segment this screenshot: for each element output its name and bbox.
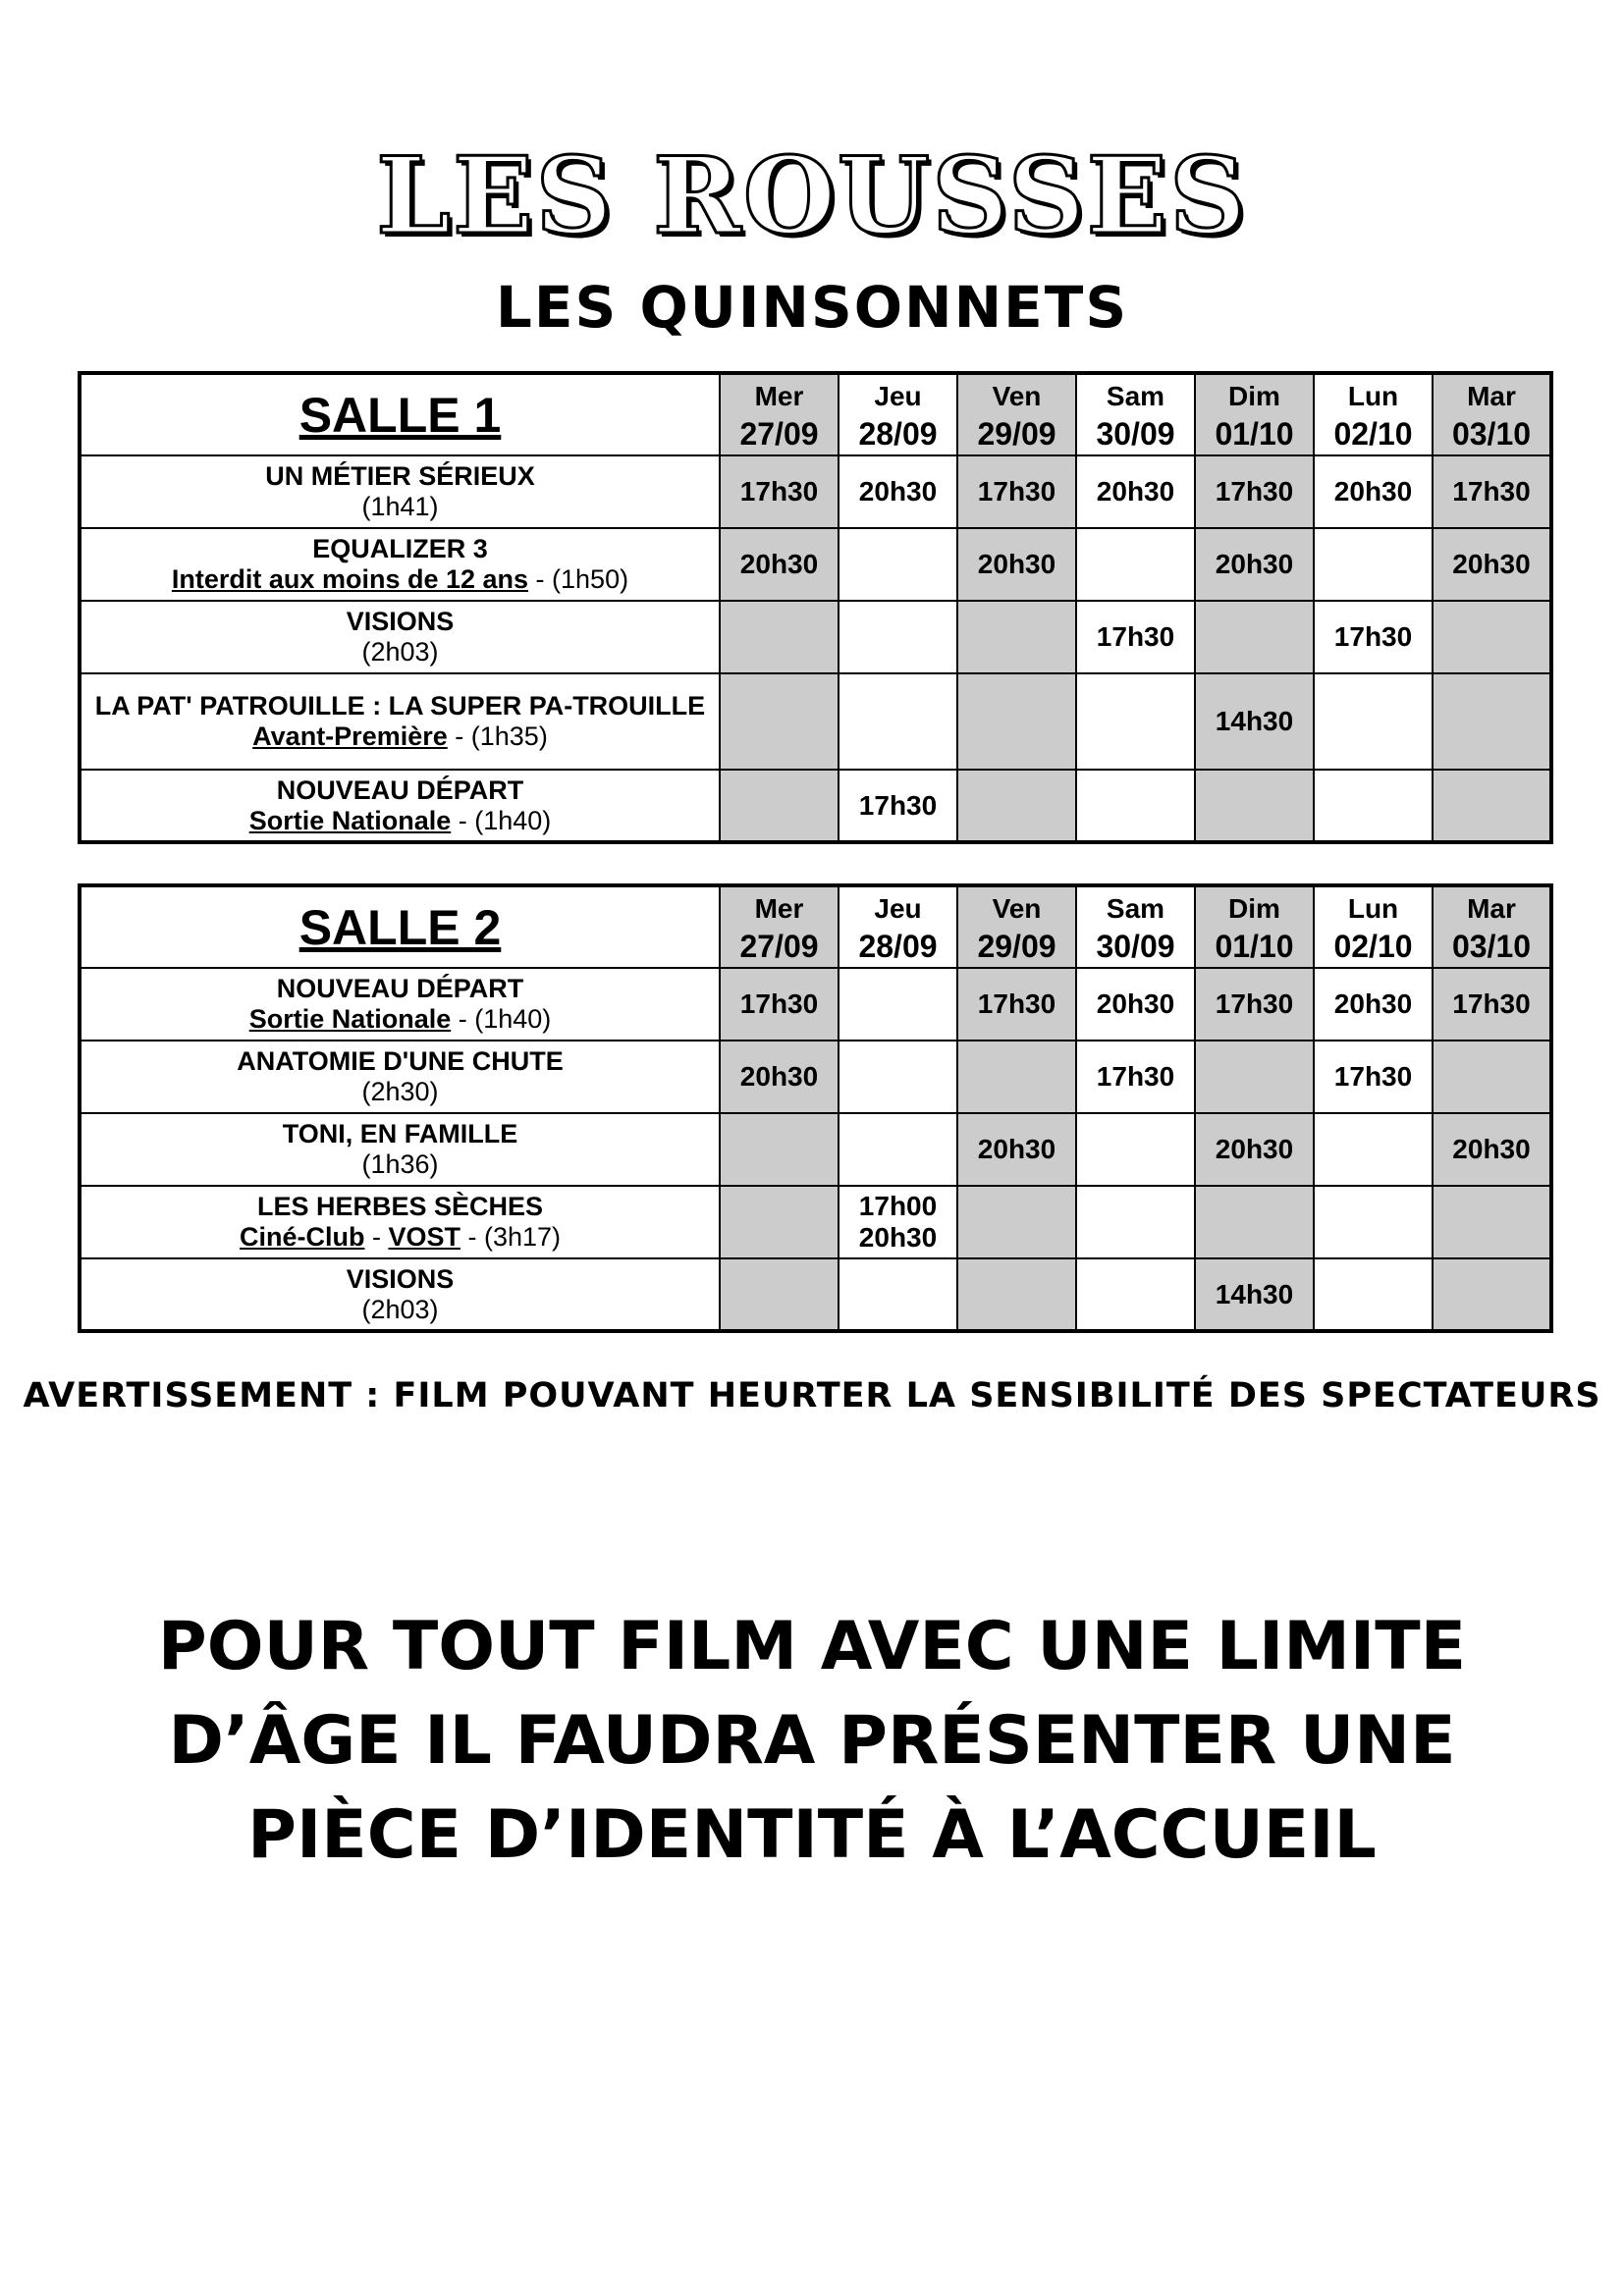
film-duration: (1h40) — [474, 805, 552, 835]
film-duration: (2h03) — [361, 1294, 439, 1324]
day-name: Ven — [992, 892, 1042, 924]
day-date: 01/10 — [1215, 415, 1294, 452]
showtime-cell — [957, 770, 1076, 842]
showtime-cell — [839, 1113, 957, 1186]
film-info — [80, 601, 720, 673]
film-info — [80, 1041, 720, 1113]
film-meta — [81, 492, 719, 522]
film-info — [80, 1186, 720, 1258]
showtime-cell — [720, 968, 839, 1041]
showtime-cell — [1314, 770, 1433, 842]
film-title: TONI, EN FAMILLE — [282, 1119, 518, 1148]
showtime-cell — [1195, 968, 1314, 1041]
day-date: 30/09 — [1096, 928, 1175, 964]
showtime-cell — [1433, 968, 1551, 1041]
day-header — [839, 373, 957, 455]
film-row — [80, 770, 1551, 842]
day-header — [1195, 373, 1314, 455]
showtime-cell — [957, 528, 1076, 601]
day-header — [957, 373, 1076, 455]
showtime-cell — [1076, 1186, 1195, 1258]
film-row — [80, 1258, 1551, 1331]
showtime-cell — [1195, 1258, 1314, 1331]
showtime-cell — [1433, 1258, 1551, 1331]
film-row — [80, 528, 1551, 601]
day-header — [1076, 373, 1195, 455]
showtime-cell — [720, 1041, 839, 1113]
showtime: 17h30 — [977, 476, 1056, 507]
day-date: 02/10 — [1333, 928, 1413, 964]
day-date: 03/10 — [1451, 415, 1532, 452]
film-title: ANATOMIE D'UNE CHUTE — [237, 1046, 564, 1076]
film-title: LA PAT' PATROUILLE : LA SUPER PA-TROUILLE — [94, 691, 706, 721]
showtime-cell — [957, 601, 1076, 673]
showtime-cell — [1076, 673, 1195, 770]
film-meta: Ciné-Club - VOST - (3h17) — [239, 1222, 562, 1252]
showtime-cell — [839, 770, 957, 842]
day-header — [720, 373, 839, 455]
showtime-cell — [1195, 1113, 1314, 1186]
film-duration: (1h41) — [361, 492, 439, 521]
showtime: 20h30 — [977, 549, 1056, 579]
showtime: 20h30 — [739, 1061, 819, 1092]
showtime: 17h30 — [858, 789, 938, 821]
showtime-cell — [1076, 1041, 1195, 1113]
day-header — [1314, 885, 1433, 968]
day-date: 01/10 — [1215, 928, 1294, 964]
showtime-cell — [1195, 673, 1314, 770]
film-meta — [81, 1149, 719, 1180]
showtime-cell — [1314, 601, 1433, 673]
film-tag: Interdit aux moins de 12 ans — [171, 564, 529, 594]
showtime-cell — [839, 968, 957, 1041]
film-duration: (1h35) — [470, 721, 548, 751]
day-header — [1433, 373, 1551, 455]
showtime-cell — [720, 528, 839, 601]
showtime-cell — [1314, 1041, 1433, 1113]
showtime-cell — [1076, 1113, 1195, 1186]
showtime: 20h30 — [739, 549, 819, 579]
day-date: 27/09 — [739, 415, 819, 452]
showtime-cell — [1195, 1041, 1314, 1113]
film-title: VISIONS — [346, 607, 455, 636]
showtime: 20h30 — [858, 1222, 938, 1253]
film-duration: (2h03) — [361, 637, 439, 667]
showtime-cell — [720, 1113, 839, 1186]
showtime: 20h30 — [1333, 476, 1413, 507]
showtime: 17h30 — [977, 988, 1056, 1019]
film-meta — [81, 637, 719, 667]
showtime: 20h30 — [1452, 1134, 1531, 1164]
showtime-cell — [957, 1113, 1076, 1186]
showtime-cell — [1076, 770, 1195, 842]
showtime-cell — [1195, 1186, 1314, 1258]
film-info — [80, 528, 720, 601]
showtime: 17h30 — [1215, 476, 1294, 507]
day-date: 29/09 — [977, 928, 1056, 964]
film-tag: Ciné-Club — [239, 1222, 365, 1252]
day-header — [1314, 373, 1433, 455]
showtime-cell — [1433, 1113, 1551, 1186]
showtime: 17h30 — [739, 476, 819, 507]
showtime: 17h30 — [1096, 1061, 1175, 1092]
film-tag-secondary: VOST — [388, 1222, 460, 1252]
showtime-cell — [1433, 673, 1551, 770]
showtime-cell — [1314, 673, 1433, 770]
showtime-cell — [720, 673, 839, 770]
cinema-subtitle: LES QUINSONNETS — [495, 274, 1129, 341]
day-name: Mer — [754, 892, 804, 924]
showtime-cell — [1314, 1258, 1433, 1331]
film-tag: Avant-Première — [252, 721, 448, 751]
showtime-cell — [720, 770, 839, 842]
day-name: Dim — [1228, 380, 1280, 411]
id-notice — [0, 1600, 1624, 1883]
schedule-table-salle-2 — [78, 883, 1553, 1333]
showtime-cell — [839, 1041, 957, 1113]
film-row — [80, 1186, 1551, 1258]
showtime-cell — [1433, 455, 1551, 528]
film-meta: Avant-Première - (1h35) — [252, 721, 548, 751]
showtime-cell — [1314, 968, 1433, 1041]
showtime-cell — [1433, 528, 1551, 601]
id-notice-line-3: PIÈCE D’IDENTITÉ À L’ACCUEIL — [247, 1796, 1377, 1874]
day-name: Lun — [1347, 892, 1399, 924]
showtime-cell — [1195, 770, 1314, 842]
showtime-cell — [839, 528, 957, 601]
day-name: Jeu — [874, 892, 922, 924]
film-meta — [81, 1077, 719, 1107]
day-name: Mer — [754, 380, 804, 411]
showtime-cell — [720, 455, 839, 528]
id-notice-line-2: D’ÂGE IL FAUDRA PRÉSENTER UNE — [168, 1702, 1456, 1780]
showtime: 17h30 — [1452, 988, 1531, 1019]
showtime-cell — [1076, 1258, 1195, 1331]
day-name: Mar — [1467, 380, 1516, 411]
showtime: 17h30 — [1333, 1061, 1413, 1092]
showtime-cell — [1076, 601, 1195, 673]
day-name: Lun — [1347, 380, 1399, 411]
header-row — [80, 373, 1551, 455]
room-name: SALLE 2 — [80, 885, 720, 968]
schedule-table-salle-1 — [78, 371, 1553, 844]
day-date: 30/09 — [1096, 415, 1175, 452]
id-notice-line-1: POUR TOUT FILM AVEC UNE LIMITE — [157, 1608, 1467, 1685]
day-header — [720, 885, 839, 968]
showtime-cell — [1076, 528, 1195, 601]
showtime-cell — [1076, 968, 1195, 1041]
showtime: 17h30 — [1452, 476, 1531, 507]
film-duration: (2h30) — [361, 1077, 439, 1106]
day-name: Dim — [1228, 892, 1280, 924]
day-header — [1433, 885, 1551, 968]
day-header — [839, 885, 957, 968]
showtime: 17h00 — [858, 1191, 938, 1221]
showtime: 17h30 — [1096, 621, 1175, 652]
film-tag: Sortie Nationale — [248, 1004, 452, 1034]
showtime-cell — [1314, 455, 1433, 528]
film-duration: (1h40) — [474, 1004, 552, 1034]
showtime: 14h30 — [1215, 706, 1294, 736]
day-date: 27/09 — [739, 928, 819, 964]
film-info — [80, 770, 720, 842]
showtime-cell — [720, 1258, 839, 1331]
showtime: 14h30 — [1215, 1278, 1294, 1309]
showtime: 20h30 — [1096, 476, 1175, 507]
showtime-cell — [839, 1258, 957, 1331]
film-meta — [81, 1295, 719, 1325]
film-row — [80, 673, 1551, 770]
showtime: 20h30 — [1333, 988, 1413, 1019]
showtime-cell — [1195, 601, 1314, 673]
film-title: EQUALIZER 3 — [312, 534, 488, 563]
showtime-cell — [957, 1258, 1076, 1331]
showtime: 20h30 — [977, 1134, 1056, 1164]
room-name: SALLE 1 — [80, 373, 720, 455]
day-date: 02/10 — [1333, 415, 1413, 452]
film-title: NOUVEAU DÉPART — [276, 774, 524, 805]
day-name: Ven — [992, 380, 1042, 411]
film-title: VISIONS — [346, 1263, 455, 1294]
day-header — [1076, 885, 1195, 968]
day-date: 28/09 — [858, 928, 938, 964]
day-date: 28/09 — [858, 415, 938, 452]
showtime-cell — [1433, 1041, 1551, 1113]
film-info — [80, 1113, 720, 1186]
day-header — [1195, 885, 1314, 968]
film-info — [80, 968, 720, 1041]
showtime: 20h30 — [1215, 549, 1294, 579]
showtime: 20h30 — [1096, 988, 1175, 1019]
day-name: Sam — [1106, 380, 1165, 411]
showtime: 17h30 — [1215, 988, 1294, 1019]
cinema-title: LES ROUSSES — [376, 134, 1248, 258]
day-date: 29/09 — [977, 415, 1056, 452]
film-meta: Sortie Nationale - (1h40) — [248, 1004, 552, 1034]
film-meta: Sortie Nationale - (1h40) — [248, 805, 552, 835]
film-row — [80, 601, 1551, 673]
showtime-cell — [1314, 1113, 1433, 1186]
film-title: LES HERBES SÈCHES — [256, 1192, 544, 1221]
showtime-cell — [839, 673, 957, 770]
film-info — [80, 1258, 720, 1331]
film-duration: (1h36) — [361, 1149, 439, 1179]
film-row — [80, 1041, 1551, 1113]
showtime-cell — [957, 673, 1076, 770]
showtime-cell — [1195, 455, 1314, 528]
showtime-cell — [839, 601, 957, 673]
film-row — [80, 455, 1551, 528]
day-name: Sam — [1106, 892, 1165, 924]
showtime-cell — [957, 968, 1076, 1041]
day-name: Mar — [1467, 892, 1516, 924]
showtime-cell — [1433, 770, 1551, 842]
film-row — [80, 1113, 1551, 1186]
film-tag: Sortie Nationale — [248, 805, 452, 835]
showtime-cell — [1314, 1186, 1433, 1258]
film-duration: (1h50) — [552, 564, 629, 594]
showtime-cell — [1076, 455, 1195, 528]
showtime-cell — [1314, 528, 1433, 601]
film-duration: (3h17) — [483, 1222, 562, 1252]
showtime-cell — [957, 1186, 1076, 1258]
showtime-cell — [1433, 1186, 1551, 1258]
film-row — [80, 968, 1551, 1041]
showtime: 20h30 — [1215, 1134, 1294, 1164]
day-name: Jeu — [874, 380, 922, 411]
film-info — [80, 455, 720, 528]
showtime-cell — [957, 1041, 1076, 1113]
showtime-cell — [1195, 528, 1314, 601]
header-row — [80, 885, 1551, 968]
film-info — [80, 673, 720, 770]
showtime: 17h30 — [739, 988, 819, 1019]
showtime: 20h30 — [858, 476, 938, 507]
showtime-cell — [1433, 601, 1551, 673]
day-date: 03/10 — [1451, 928, 1532, 964]
showtime: 17h30 — [1333, 621, 1413, 652]
showtime-cell — [957, 455, 1076, 528]
showtime-cell — [839, 1186, 957, 1258]
showtime-cell — [720, 601, 839, 673]
film-meta: Interdit aux moins de 12 ans - (1h50) — [171, 564, 629, 594]
film-title: UN MÉTIER SÉRIEUX — [265, 461, 535, 491]
showtime-cell — [839, 455, 957, 528]
day-header — [957, 885, 1076, 968]
showtime-cell — [720, 1186, 839, 1258]
showtime: 20h30 — [1452, 549, 1531, 579]
sensitivity-warning: AVERTISSEMENT : FILM POUVANT HEURTER LA SENSIBILITÉ DES SPECTATEURS — [23, 1376, 1601, 1415]
film-title: NOUVEAU DÉPART — [276, 974, 524, 1003]
